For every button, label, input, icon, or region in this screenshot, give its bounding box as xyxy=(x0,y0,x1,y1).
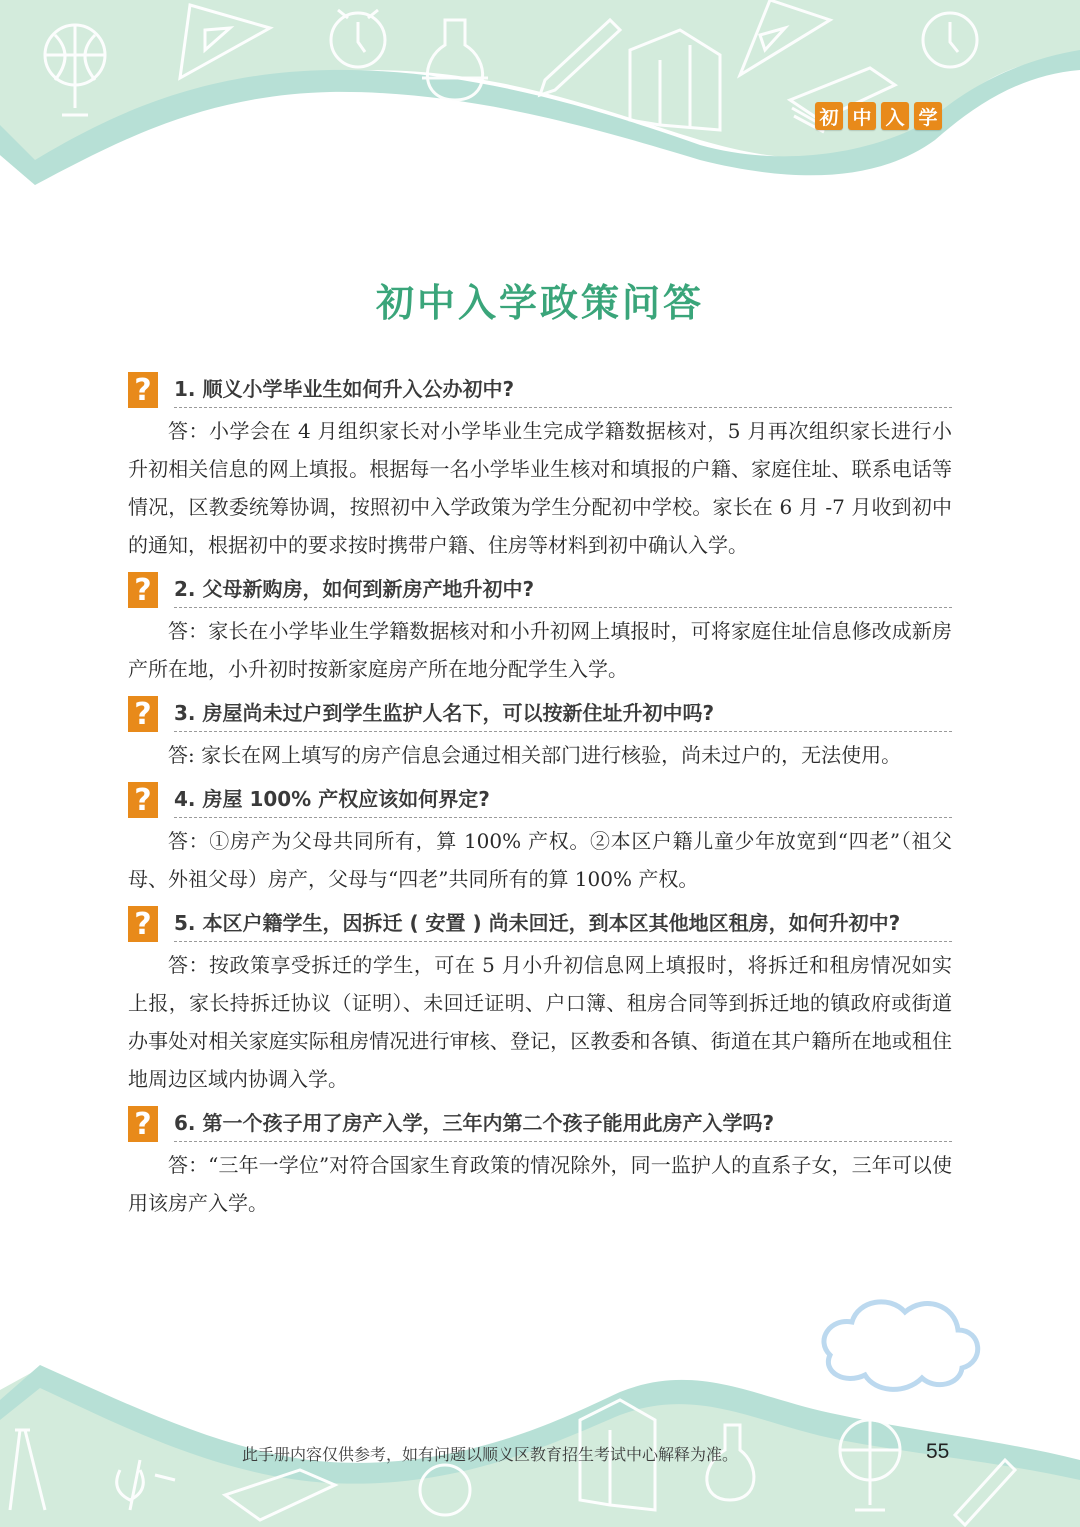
section-tag-char: 初 xyxy=(815,102,843,130)
section-tag-char: 中 xyxy=(848,102,876,130)
question-row xyxy=(128,902,952,942)
page-title: 初中入学政策问答 xyxy=(375,281,704,325)
qa-item xyxy=(128,1102,952,1222)
qa-item xyxy=(128,368,952,564)
question-mark-icon: ? xyxy=(128,1106,158,1142)
question-row xyxy=(128,1102,952,1142)
qa-list xyxy=(128,368,952,1226)
question-mark-icon: ? xyxy=(128,372,158,408)
question-mark-icon: ? xyxy=(128,782,158,818)
qa-item xyxy=(128,902,952,1098)
qa-item xyxy=(128,692,952,774)
question-mark-icon: ? xyxy=(128,696,158,732)
section-tag-char: 入 xyxy=(881,102,909,130)
cloud-icon xyxy=(824,1302,978,1390)
page-number: 55 xyxy=(926,1440,950,1463)
question-text: 3. 房屋尚未过户到学生监护人名下，可以按新住址升初中吗? xyxy=(174,699,952,732)
answer-text: 答：①房产为父母共同所有，算 100% 产权。②本区户籍儿童少年放宽到“四老”（祖父母、外祖父母）房产，父母与“四老”共同所有的算 100% 产权。 xyxy=(128,829,952,891)
section-tag-char: 学 xyxy=(914,102,942,130)
answer-text: 答：“三年一学位”对符合国家生育政策的情况除外，同一监护人的直系子女，三年可以使用该房产入学。 xyxy=(128,1153,952,1215)
question-text: 1. 顺义小学毕业生如何升入公办初中? xyxy=(174,375,952,408)
answer-text: 答：家长在小学毕业生学籍数据核对和小升初网上填报时，可将家庭住址信息修改成新房产所在地，小升初时按新家庭房产所在地分配学生入学。 xyxy=(128,619,952,681)
qa-item xyxy=(128,778,952,898)
question-text: 4. 房屋 100% 产权应该如何界定? xyxy=(174,785,952,818)
answer-text: 答: 家长在网上填写的房产信息会通过相关部门进行核验，尚未过户的，无法使用。 xyxy=(168,743,902,767)
qa-item xyxy=(128,568,952,688)
answer-text: 答：小学会在 4 月组织家长对小学毕业生完成学籍数据核对，5 月再次组织家长进行小升初相关信息的网上填报。根据每一名小学毕业生核对和填报的户籍、家庭住址、联系电话等情况，区教委统筹协调，按照初中入学政策为学生分配初中学校。家长在 6 月 -7 月收到初中的通知，根据初中的要求按时携带户籍、住房等材料到初中确认入学。 xyxy=(128,419,952,557)
question-mark-icon: ? xyxy=(128,906,158,942)
question-text: 5. 本区户籍学生，因拆迁 ( 安置 ) 尚未回迁，到本区其他地区租房，如何升初中? xyxy=(174,909,952,942)
question-row xyxy=(128,778,952,818)
footer-disclaimer: 此手册内容仅供参考，如有问题以顺义区教育招生考试中心解释为准。 xyxy=(242,1445,739,1464)
question-mark-icon: ? xyxy=(128,572,158,608)
question-text: 6. 第一个孩子用了房产入学，三年内第二个孩子能用此房产入学吗? xyxy=(174,1109,952,1142)
section-tag xyxy=(815,102,942,130)
question-row xyxy=(128,692,952,732)
question-text: 2. 父母新购房，如何到新房产地升初中? xyxy=(174,575,952,608)
question-row xyxy=(128,568,952,608)
question-row xyxy=(128,368,952,408)
answer-text: 答：按政策享受拆迁的学生，可在 5 月小升初信息网上填报时，将拆迁和租房情况如实上报，家长持拆迁协议（证明）、未回迁证明、户口簿、租房合同等到拆迁地的镇政府或街道办事处对相关家庭实际租房情况进行审核、登记，区教委和各镇、街道在其户籍所在地或租住地周边区域内协调入学。 xyxy=(128,953,952,1091)
